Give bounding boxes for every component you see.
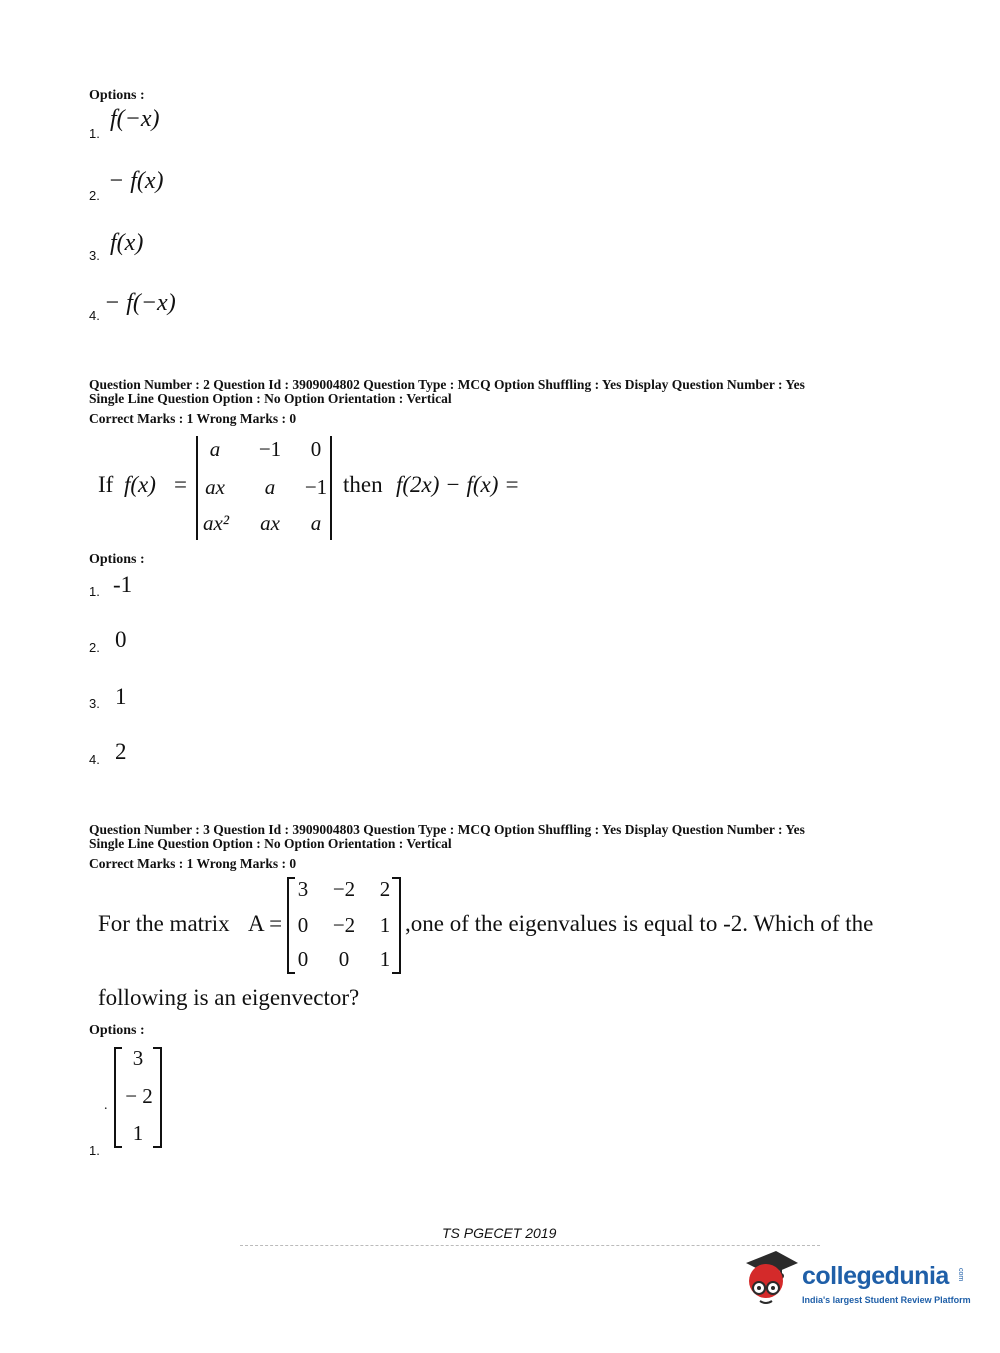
q3-option-1-dot: .: [104, 1098, 108, 1113]
q3-vector-left-bracket-bottom: [114, 1146, 122, 1148]
q2-matrix-cell: 0: [310, 437, 322, 461]
q3-stem-line2: following is an eigenvector?: [98, 985, 360, 1010]
q1-option-4-number: 4.: [89, 308, 100, 323]
q2-stem-fx: f(x): [124, 472, 156, 497]
q3-matrix-cell: −2: [332, 913, 356, 937]
q3-option-1-vector-entry[interactable]: 3: [132, 1046, 144, 1070]
q3-option-1-vector-entry[interactable]: − 2: [125, 1084, 153, 1108]
q2-stem-suffix: f(2x) − f(x) =: [396, 472, 520, 497]
q3-stem-A: A =: [248, 911, 283, 936]
q2-matrix-cell: ax: [205, 475, 225, 499]
q3-matrix-right-bracket: [399, 877, 401, 974]
q2-matrix-cell: a: [264, 475, 276, 499]
q1-option-1-text[interactable]: f(−x): [110, 106, 160, 132]
footer-exam-name: TS PGECET 2019: [442, 1225, 557, 1241]
q3-marks: Correct Marks : 1 Wrong Marks : 0: [89, 856, 297, 871]
q2-matrix-cell: a: [209, 437, 221, 461]
collegedunia-logo-icon: [740, 1245, 800, 1313]
q2-option-2-text[interactable]: 0: [115, 627, 127, 652]
q1-option-4-text[interactable]: − f(−x): [104, 290, 176, 316]
q2-matrix-cell: ax: [260, 511, 280, 535]
q3-matrix-left-bracket: [287, 877, 289, 974]
q3-matrix-cell: 2: [379, 877, 391, 901]
q3-meta-line1: Question Number : 3 Question Id : 3909004803 Question Type : MCQ Option Shuffling : Yes Display Question Number : Yes: [89, 822, 805, 837]
q3-matrix-cell: 1: [379, 947, 391, 971]
q2-option-1-number: 1.: [89, 584, 100, 599]
q2-option-4-text[interactable]: 2: [115, 739, 127, 764]
q2-stem-then: then: [343, 472, 383, 497]
q2-option-1-text[interactable]: -1: [113, 572, 133, 597]
q1-option-3-number: 3.: [89, 248, 100, 263]
q3-options-label: Options :: [89, 1023, 145, 1038]
q2-options-label: Options :: [89, 552, 145, 567]
q2-stem-prefix: If: [98, 472, 114, 497]
q2-option-4-number: 4.: [89, 752, 100, 767]
q2-option-3-text[interactable]: 1: [115, 684, 127, 709]
q3-matrix-right-bracket-bottom: [392, 972, 400, 974]
q2-option-2-number: 2.: [89, 640, 100, 655]
q3-vector-right-bracket: [160, 1047, 162, 1148]
q3-option-1-number: 1.: [89, 1143, 100, 1158]
q3-option-1-vector-entry[interactable]: 1: [132, 1121, 144, 1145]
q2-matrix-cell: ax²: [202, 511, 230, 535]
q2-meta-line2: Single Line Question Option : No Option Orientation : Vertical: [89, 391, 452, 406]
q2-matrix-cell: −1: [258, 437, 282, 461]
q3-vector-left-bracket: [114, 1047, 116, 1148]
q2-marks: Correct Marks : 1 Wrong Marks : 0: [89, 411, 297, 426]
collegedunia-brand-name: collegedunia: [802, 1262, 949, 1290]
q1-option-2-number: 2.: [89, 188, 100, 203]
q2-matrix-cell: a: [310, 511, 322, 535]
q2-option-3-number: 3.: [89, 696, 100, 711]
q3-matrix-left-bracket-bottom: [287, 972, 295, 974]
q3-matrix-cell: 0: [338, 947, 350, 971]
footer-divider: [240, 1245, 820, 1246]
collegedunia-brand-suffix: com: [957, 1268, 964, 1282]
q3-matrix-cell: 0: [297, 913, 309, 937]
q1-options-label: Options :: [89, 88, 145, 103]
q1-option-3-text[interactable]: f(x): [110, 230, 144, 256]
q2-stem-equals: =: [174, 472, 187, 497]
q3-matrix-cell: 1: [379, 913, 391, 937]
q3-matrix-cell: 3: [297, 877, 309, 901]
q3-stem-prefix: For the matrix: [98, 911, 230, 936]
collegedunia-tagline: India's largest Student Review Platform: [802, 1295, 971, 1305]
q2-meta-line1: Question Number : 2 Question Id : 3909004802 Question Type : MCQ Option Shuffling : Yes Display Question Number : Yes: [89, 377, 805, 392]
q1-option-2-text[interactable]: − f(x): [108, 168, 164, 194]
q3-stem-suffix: ,one of the eigenvalues is equal to -2. Which of the: [405, 911, 874, 936]
q3-meta-line2: Single Line Question Option : No Option Orientation : Vertical: [89, 836, 452, 851]
q2-matrix-cell: −1: [304, 475, 328, 499]
q3-vector-right-bracket-bottom: [153, 1146, 161, 1148]
q3-matrix-cell: −2: [332, 877, 356, 901]
q3-matrix-cell: 0: [297, 947, 309, 971]
q1-option-1-number: 1.: [89, 126, 100, 141]
